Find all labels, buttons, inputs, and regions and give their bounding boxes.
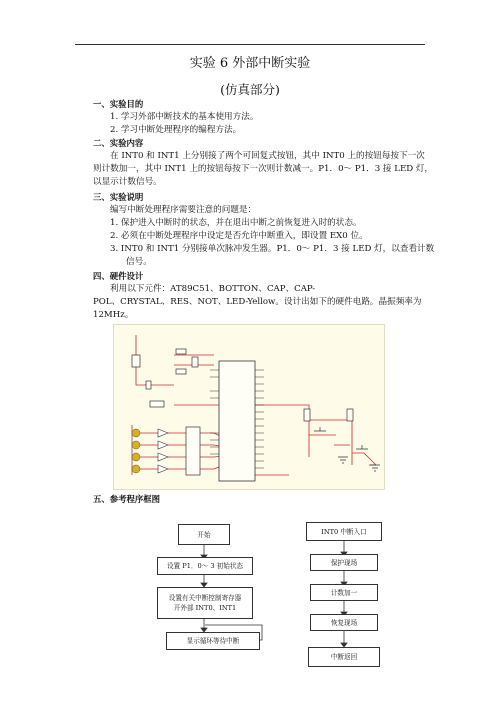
text-line: 以显示计数信号。 xyxy=(93,177,162,187)
text-line: POL、CRYSTAL、RES、NOT、LED-Yellow。设计出如下的硬件电路。晶振频率为 xyxy=(93,297,422,307)
text-line: 编写中断处理程序需要注意的问题是： xyxy=(110,205,257,215)
flow-start-box: 开始 xyxy=(178,524,230,545)
flow-count-up-box: 计数加一 xyxy=(310,584,378,601)
flow-config-line2: 开外部 INT0、INT1 xyxy=(173,604,237,612)
text-line: 12MHz。 xyxy=(93,310,134,320)
section-heading-hardware: 四、硬件设计 xyxy=(93,271,144,281)
flow-save-context-box: 保护现场 xyxy=(310,554,378,571)
text-line: 信号。 xyxy=(126,257,152,267)
flow-config-line1: 设置有关中断控制寄存器 xyxy=(168,594,242,602)
text-line: 1. 学习外部中断技术的基本使用方法。 xyxy=(110,112,259,122)
section-heading-flowchart: 五、参考程序框图 xyxy=(93,494,160,504)
text-line: 利用以下元件：AT89C51、BOTTON、CAP、CAP- xyxy=(110,284,316,294)
page-subtitle: (仿真部分) xyxy=(220,82,280,97)
section-heading-content: 二、实验内容 xyxy=(93,138,144,148)
section-heading-notes: 三、实验说明 xyxy=(93,192,144,202)
flow-isr-entry-box: INT0 中断入口 xyxy=(306,522,382,541)
flow-config-interrupt-box xyxy=(157,587,253,619)
text-line: 1. 保护进入中断时的状态，并在退出中断之前恢复进入时的状态。 xyxy=(110,218,362,228)
text-line: 3. INT0 和 INT1 分别接单次脉冲发生器。P1．0～ P1．3 接 LED 灯，以查看计数 xyxy=(110,244,435,254)
flow-restore-context-box: 恢复现场 xyxy=(310,614,378,631)
text-line: 在 INT0 和 INT1 上分别接了两个可回复式按钮，其中 INT0 上的按钮每按下一次 xyxy=(110,151,425,161)
text-line: 2. 必须在中断处理程序中设定是否允许中断重入，即设置 EX0 位。 xyxy=(110,231,368,241)
flow-loop-box: 显示循环等待中断 xyxy=(166,632,260,650)
text-line: 则计数加一，其中 INT1 上的按钮每按下一次则计数减一。P1．0～ P1．3 接 LED 灯， xyxy=(93,164,434,174)
page-title: 实验 6 外部中断实验 xyxy=(189,56,311,71)
flow-init-p1-box: 设置 P1．0～ 3 初始状态 xyxy=(157,557,253,575)
section-heading-objectives: 一、实验目的 xyxy=(93,99,144,109)
flow-isr-return-box: 中断返回 xyxy=(308,647,380,667)
text-line: 2. 学习中断处理程序的编程方法。 xyxy=(110,125,242,135)
